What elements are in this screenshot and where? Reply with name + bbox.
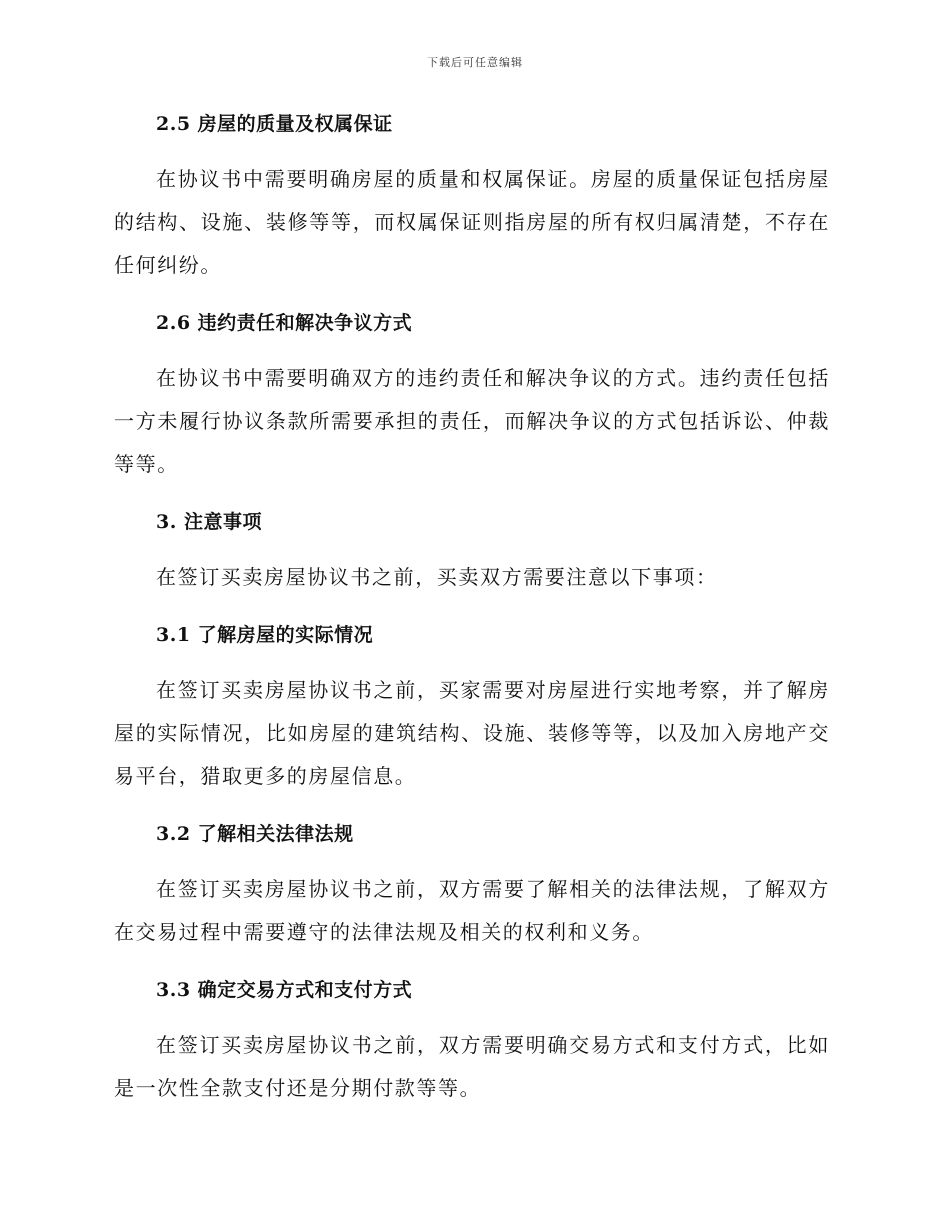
section-paragraph: 在签订买卖房屋协议书之前，双方需要了解相关的法律法规，了解双方在交易过程中需要遵守的法律法规及相关的权利和义务。 [114, 877, 830, 944]
document-body [114, 110, 830, 1110]
section-heading: 2.5 房屋的质量及权属保证 [156, 113, 393, 135]
section-heading: 3. 注意事项 [156, 511, 262, 533]
section-paragraph: 在签订买卖房屋协议书之前，买卖双方需要注意以下事项： [156, 565, 718, 589]
section-heading: 3.1 了解房屋的实际情况 [156, 624, 374, 646]
section-paragraph: 在协议书中需要明确房屋的质量和权属保证。房屋的质量保证包括房屋的结构、设施、装修等等，而权属保证则指房屋的所有权归属清楚，不存在任何纠纷。 [114, 167, 830, 277]
section-paragraph: 在签订买卖房屋协议书之前，双方需要明确交易方式和支付方式，比如是一次性全款支付还是分期付款等等。 [114, 1033, 830, 1100]
section-paragraph: 在签订买卖房屋协议书之前，买家需要对房屋进行实地考察，并了解房屋的实际情况，比如房屋的建筑结构、设施、装修等等，以及加入房地产交易平台，猎取更多的房屋信息。 [114, 678, 830, 788]
section-paragraph: 在协议书中需要明确双方的违约责任和解决争议的方式。违约责任包括一方未履行协议条款所需要承担的责任，而解决争议的方式包括诉讼、仲裁等等。 [114, 366, 830, 476]
section-heading: 2.6 违约责任和解决争议方式 [156, 312, 413, 334]
section-heading: 3.3 确定交易方式和支付方式 [156, 979, 413, 1001]
section-heading: 3.2 了解相关法律法规 [156, 823, 354, 845]
header-note: 下载后可任意编辑 [427, 56, 523, 69]
